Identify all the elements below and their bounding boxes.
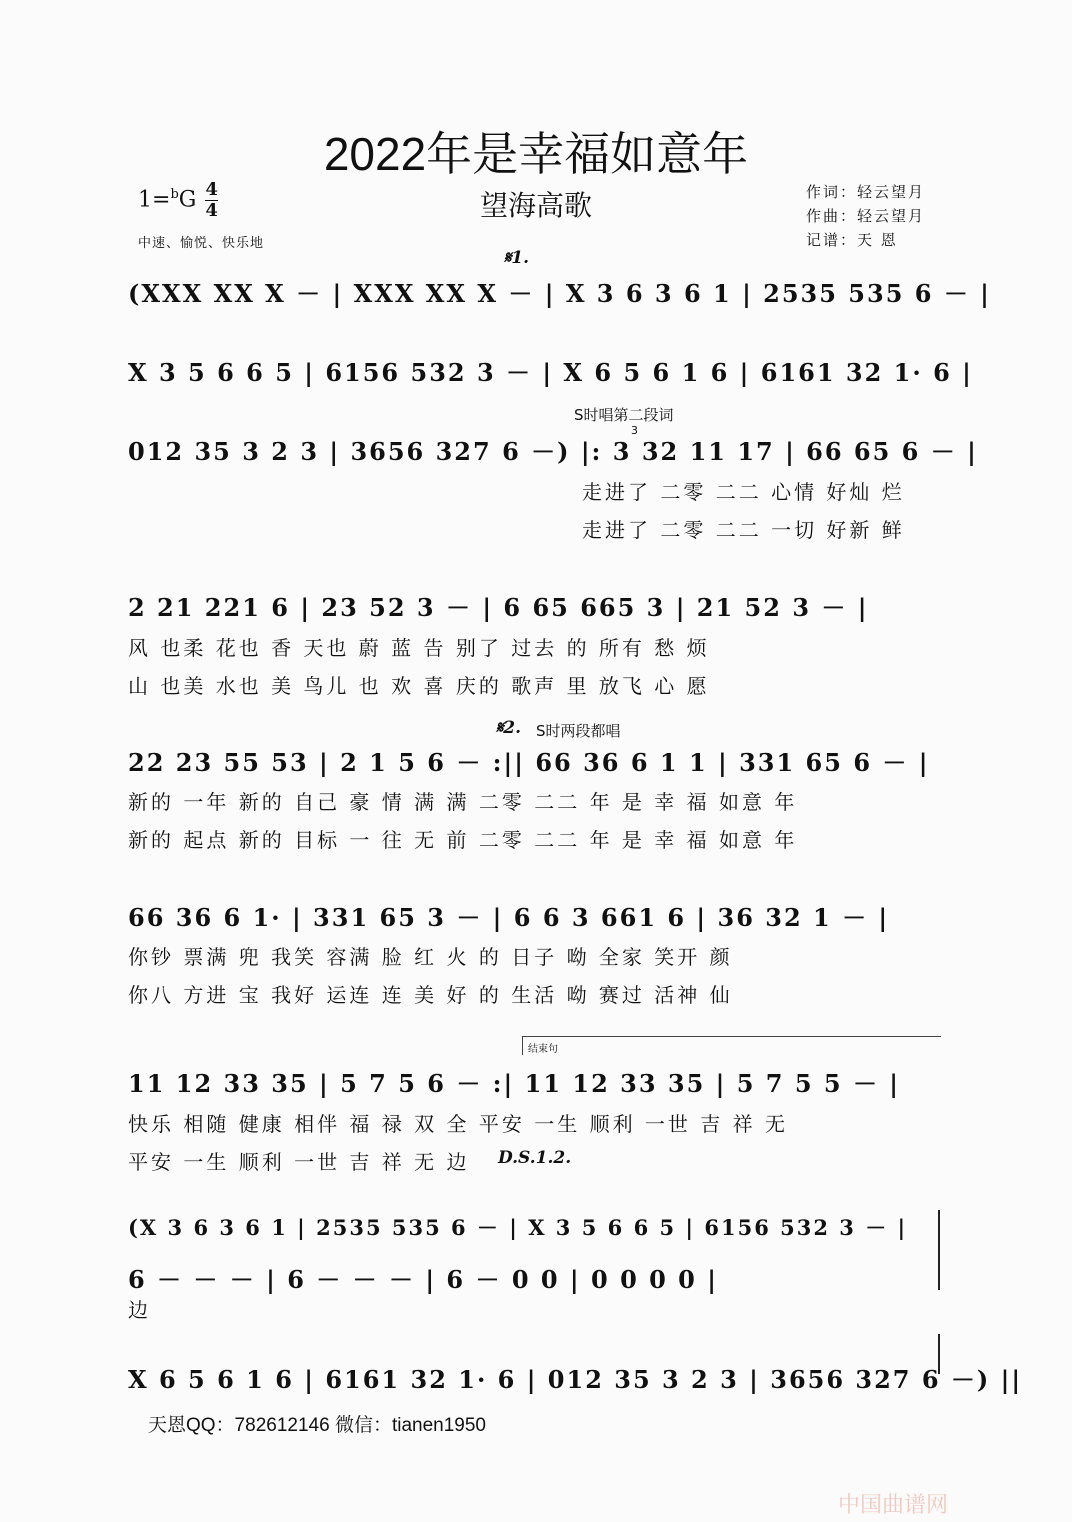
ending-bracket (522, 1036, 941, 1055)
verse2-note: S时唱第二段词 (574, 406, 674, 424)
notation-row-coda: 6 － － － | 6 － － － | 6 － 0 0 | 0 0 0 0 | (128, 1265, 718, 1294)
lyricist: 作词：轻云望月 (806, 183, 926, 201)
transcriber: 记谱：天 恩 (806, 231, 898, 249)
key-prefix: 1= (138, 187, 171, 213)
notation-row: (XXX XX X － | XXX XX X － | X 3 6 3 6 1 | 2535 535 6 － | (128, 279, 991, 308)
ending-label: 结束句 (528, 1044, 558, 1055)
lyric-line: 走进了 二零 二二 心情 好灿 烂 (582, 480, 905, 504)
credits (806, 180, 925, 252)
lyric-line: 新的 一年 新的 自己 豪 情 满 满 二零 二二 年 是 幸 福 如意 年 (128, 790, 798, 814)
notation-row: 66 36 6 1· | 331 65 3 － | 6 6 3 661 6 | 36 32 1 － | (128, 903, 890, 932)
contact-footer: 天恩QQ：782612146 微信：tianen1950 (148, 1415, 486, 1436)
lyric-line: 你钞 票满 兜 我笑 容满 脸 红 火 的 日子 呦 全家 笑开 颜 (128, 945, 733, 969)
notation-row: X 3 5 6 6 5 | 6156 532 3 － | X 6 5 6 1 6 | 6161 32 1· 6 | (128, 358, 973, 387)
notation-row: 22 23 55 53 | 2 1 5 6 － :|| 66 36 6 1 1 | 331 65 6 － | (128, 748, 930, 777)
composer: 作曲：轻云望月 (806, 207, 926, 225)
lyric-line: 你八 方进 宝 我好 运连 连 美 好 的 生活 呦 赛过 活神 仙 (128, 983, 733, 1007)
key-flat: b (170, 187, 179, 203)
notation-row: 012 35 3 2 3 | 3656 327 6 －) |: 3 32 11 17 | 66 65 6 － | (128, 437, 978, 466)
lyric-line: 风 也柔 花也 香 天也 蔚 蓝 告 别了 过去 的 所有 愁 烦 (128, 636, 710, 660)
grace-note: 3 (631, 424, 638, 437)
time-top: 4 (205, 179, 218, 200)
site-watermark: 中国曲谱网 (838, 1493, 949, 1518)
key-signature (138, 180, 218, 221)
segno-1: 𝄋1. (504, 248, 530, 268)
lyric-line: 新的 起点 新的 目标 一 往 无 前 二零 二二 年 是 幸 福 如意 年 (128, 828, 798, 852)
segno-2: 𝄋2. (496, 718, 522, 738)
time-bottom: 4 (205, 200, 218, 221)
notation-row: X 6 5 6 1 6 | 6161 32 1· 6 | 012 35 3 2 3 | 3656 327 6 －) || (128, 1365, 1023, 1394)
song-title: 2022年是幸福如意年 (323, 128, 749, 180)
lyric-line: 山 也美 水也 美 鸟儿 也 欢 喜 庆的 歌声 里 放飞 心 愿 (128, 674, 710, 698)
lyric-line: 走进了 二零 二二 一切 好新 鲜 (582, 518, 905, 542)
tempo-marking: 中速、愉悦、快乐地 (138, 236, 265, 251)
notation-row: 2 21 221 6 | 23 52 3 － | 6 65 665 3 | 21 52 3 － | (128, 593, 869, 622)
lyric-line: 平安 一生 顺利 一世 吉 祥 无 边 (128, 1150, 470, 1174)
time-signature (205, 180, 218, 221)
notation-row: 11 12 33 35 | 5 7 5 6 － :| 11 12 33 35 | 5 7 5 5 － | (128, 1069, 901, 1098)
notation-row-accompaniment: (X 3 6 3 6 1 | 2535 535 6 － | X 3 5 6 6 5 | 6156 532 3 － | (128, 1215, 908, 1240)
key-note: G (178, 187, 197, 213)
system-barline (938, 1210, 940, 1290)
lyric-line: 快乐 相随 健康 相伴 福 禄 双 全 平安 一生 顺利 一世 吉 祥 无 (128, 1112, 789, 1136)
song-subtitle: 望海高歌 (479, 189, 592, 222)
ds-marking: D.S.1.2. (498, 1148, 572, 1168)
lyric-line: 边 (128, 1298, 151, 1322)
segno-2-note: S时两段都唱 (536, 722, 621, 740)
